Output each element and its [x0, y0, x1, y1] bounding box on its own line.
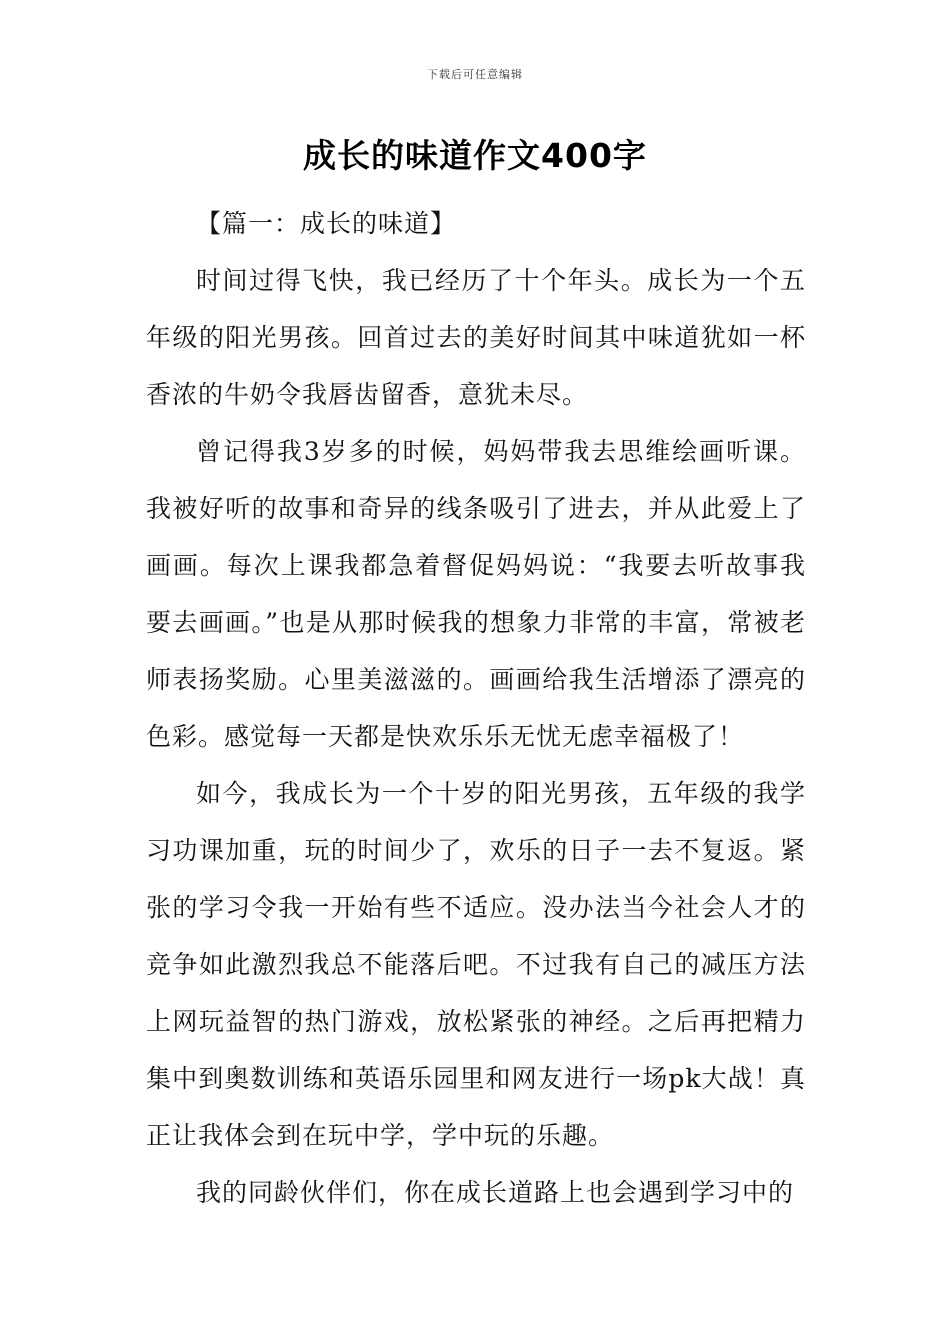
- document-body: [146, 195, 806, 1221]
- header-note: 下载后可任意编辑: [427, 68, 523, 81]
- paragraph-3: 如今，我成长为一个十岁的阳光男孩，五年级的我学习功课加重，玩的时间少了，欢乐的日子一去不复返。紧张的学习令我一开始有些不适应。没办法当今社会人才的竞争如此激烈我总不能落后吧。不过我有自己的减压方法上网玩益智的热门游戏，放松紧张的神经。之后再把精力集中到奥数训练和英语乐园里和网友进行一场pk大战！真正让我体会到在玩中学，学中玩的乐趣。: [146, 779, 806, 1150]
- section-heading: 【篇一：成长的味道】: [196, 209, 457, 238]
- paragraph-4: 我的同龄伙伴们，你在成长道路上也会遇到学习中的: [196, 1178, 795, 1207]
- document-title: 成长的味道作文400字: [303, 136, 647, 175]
- paragraph-2: 曾记得我3岁多的时候，妈妈带我去思维绘画听课。我被好听的故事和奇异的线条吸引了进去，并从此爱上了画画。每次上课我都急着督促妈妈说：“我要去听故事我要去画画。”也是从那时候我的想象力非常的丰富，常被老师表扬奖励。心里美滋滋的。画画给我生活增添了漂亮的色彩。感觉每一天都是快欢乐乐无忧无虑幸福极了！: [146, 437, 806, 751]
- paragraph-1: 时间过得飞快，我已经历了十个年头。成长为一个五年级的阳光男孩。回首过去的美好时间其中味道犹如一杯香浓的牛奶令我唇齿留香，意犹未尽。: [146, 266, 806, 409]
